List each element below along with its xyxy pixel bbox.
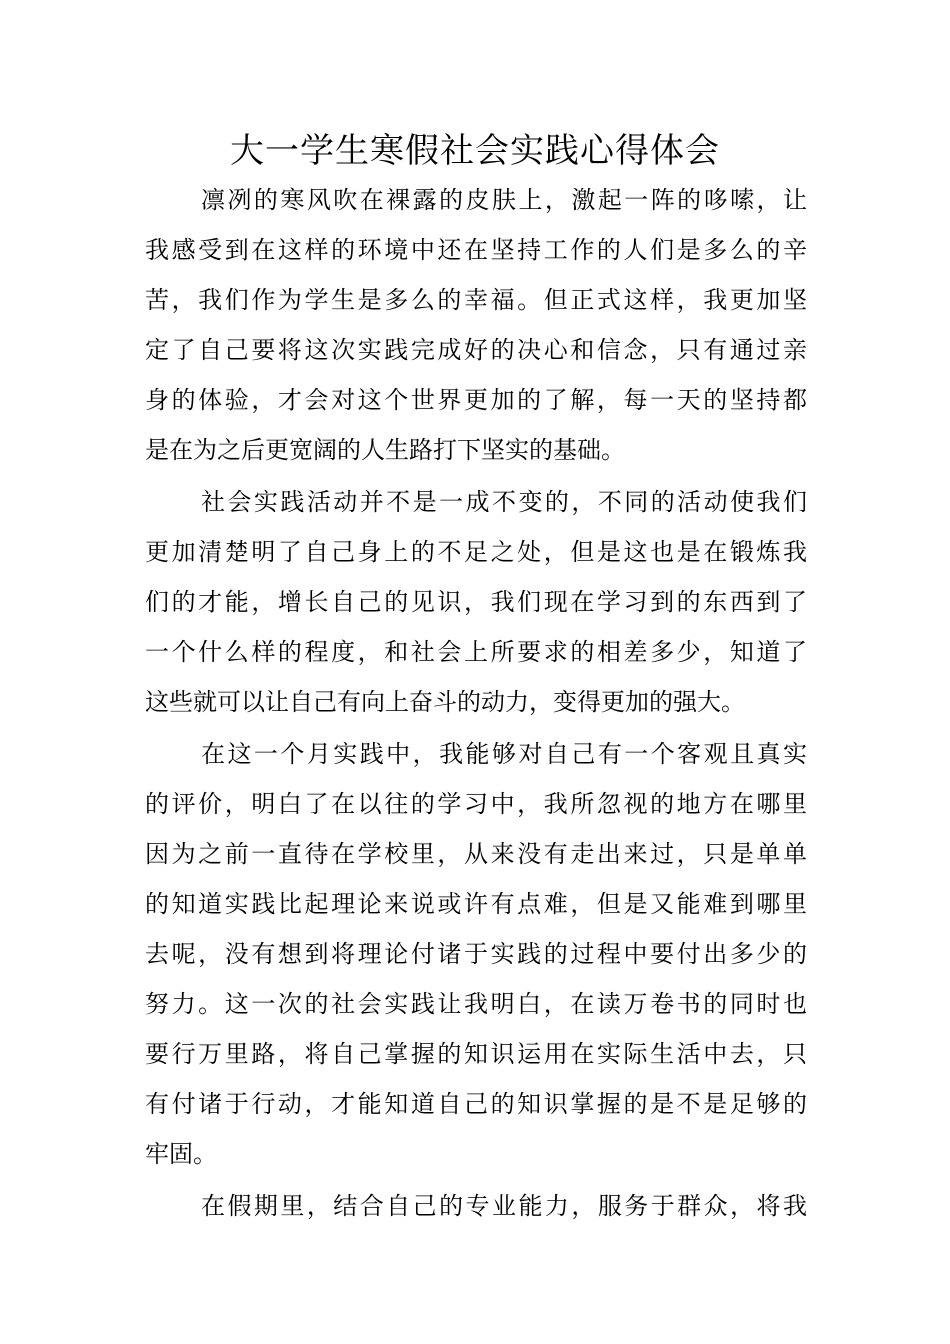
text-line: 是在为之后更宽阔的人生路打下坚实的基础。	[145, 436, 625, 464]
text-line: 努力。这一次的社会实践让我明白，在读万卷书的同时也	[145, 990, 807, 1018]
text-line: 身的体验，才会对这个世界更加的了解，每一天的坚持都	[145, 386, 807, 414]
text-line: 有付诸于行动，才能知道自己的知识掌握的是不是足够的	[145, 1090, 807, 1118]
text-line: 更加清楚明了自己身上的不足之处，但是这也是在锻炼我	[145, 538, 807, 566]
paragraph	[145, 477, 807, 727]
text-line: 要行万里路，将自己掌握的知识运用在实际生活中去，只	[145, 1040, 807, 1068]
paragraph	[145, 729, 807, 1179]
text-line: 去呢，没有想到将理论付诸于实践的过程中要付出多少的	[145, 940, 807, 968]
paragraph	[145, 1181, 807, 1231]
text-line: 社会实践活动并不是一成不变的，不同的活动使我们	[201, 488, 807, 516]
text-line: 一个什么样的程度，和社会上所要求的相差多少，知道了	[145, 638, 807, 666]
text-line: 苦，我们作为学生是多么的幸福。但正式这样，我更加坚	[145, 286, 807, 314]
text-line: 因为之前一直待在学校里，从来没有走出来过，只是单单	[145, 840, 807, 868]
text-line: 这些就可以让自己有向上奋斗的动力，变得更加的强大。	[145, 688, 745, 716]
text-line: 定了自己要将这次实践完成好的决心和信念，只有通过亲	[145, 336, 807, 364]
document-body	[145, 175, 807, 1231]
text-line: 在这一个月实践中，我能够对自己有一个客观且真实	[201, 740, 807, 768]
text-line: 凛冽的寒风吹在裸露的皮肤上，激起一阵的哆嗦，让	[201, 186, 807, 214]
text-line: 的知道实践比起理论来说或许有点难，但是又能难到哪里	[145, 890, 807, 918]
text-line: 在假期里，结合自己的专业能力，服务于群众，将我	[201, 1192, 807, 1220]
text-line: 牢固。	[145, 1140, 217, 1168]
paragraph	[145, 175, 807, 475]
document-title: 大一学生寒假社会实践心得体会	[230, 131, 720, 171]
text-line: 们的才能，增长自己的见识，我们现在学习到的东西到了	[145, 588, 807, 616]
text-line: 的评价，明白了在以往的学习中，我所忽视的地方在哪里	[145, 790, 807, 818]
text-line: 我感受到在这样的环境中还在坚持工作的人们是多么的辛	[145, 236, 807, 264]
